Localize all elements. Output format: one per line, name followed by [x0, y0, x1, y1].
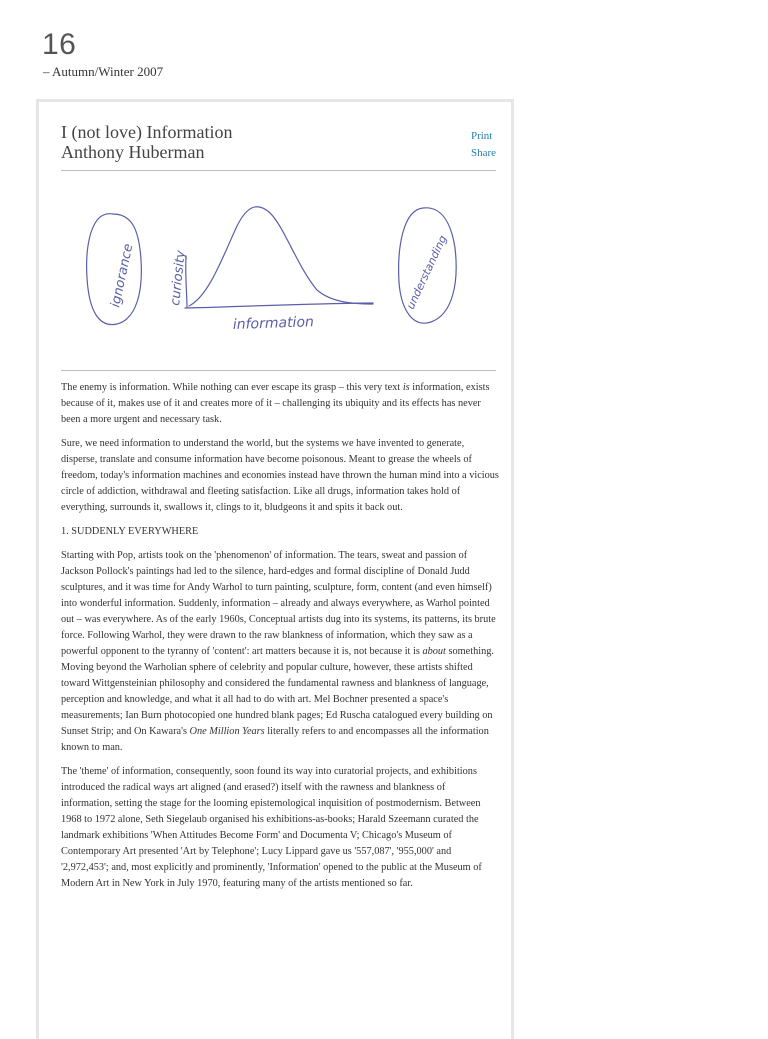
information-label: information [232, 314, 315, 333]
paragraph: The 'theme' of information, consequently, soon found its way into curatorial projects, and exhibitions introduced the radical ways art aligned (and erased?) itself with the rawness and blankness of information, setting the stage for the looming epistemological inquisition of postmodernism. Between 1968 to 1972 alone, Seth Siegelaub organised his exhibitions-as-books; Harald Szeemann curated the landmark exhibitions 'When Attitudes Become Form' and Documenta V; Chicago's Museum of Contemporary Art presented 'Art by Telephone'; Lucy Lippard gave us '557,087', '955,000' and '2,972,453'; and, most explicitly and prominently, 'Information' opened to the public at the Museum of Modern Art in New York in July 1970, featuring many of the artists mentioned so far. [61, 766, 482, 889]
article-card [36, 99, 514, 1039]
issue-season: – Autumn/Winter 2007 [43, 64, 164, 79]
print-link[interactable]: Print [470, 130, 493, 142]
understanding-label: understanding [403, 233, 450, 312]
issue-number: 16 [42, 28, 77, 61]
x-axis [185, 303, 373, 308]
curiosity-label: curiosity [168, 249, 189, 307]
paragraph: Starting with Pop, artists took on the 'phenomenon' of information. The tears, sweat and passion of Jackson Pollock's paintings had led to the silence, hard-edges and formal discipline of Donald Judd sculptures, and it was time for Andy Warhol to turn painting, sculpture, form, content (and even himself) into wonderful information. Suddenly, information – already and always everywhere, as Warhol pointed out – was everywhere. As of the early 1960s, Conceptual artists dug into its systems, its patterns, its brute force. Following Warhol, they were drawn to the raw blankness of information, which they saw as a powerful opponent to the tyranny of 'content': art matters because it is, not because it is about something. Moving beyond the Warholian sphere of celebrity and popular culture, however, these artists shifted toward Wittgensteinian philosophy and considered the fundamental rawness and blankness of language, perception and knowledge, and what it all had to do with art. Mel Bochner presented a space's measurements; Ian Burn photocopied one hundred blank pages; Ed Ruscha catalogued every building on Sunset Strip; and On Kawara's One Million Years literally refers to and encompasses all the information known to man. [61, 550, 496, 753]
section-heading: 1. SUDDENLY EVERYWHERE [61, 526, 199, 537]
bell-curve [189, 207, 373, 306]
article-header [61, 122, 496, 171]
article-actions [471, 128, 496, 162]
share-link[interactable]: Share [470, 147, 496, 159]
paragraph: Sure, we need information to understand the world, but the systems we have invented to generate, disperse, translate and consume information have become poisonous. Meant to grease the wheels of freedom, today's information machines and economies instead have thrown the human mind into a vicious circle of addiction, withdrawal and fleeting satisfaction. Like all drugs, information takes hold of everything, surrounds it, swallows it, clings to it, bludgeons it and spits it back out. [61, 438, 499, 513]
article-author: Anthony Huberman [61, 142, 205, 162]
paragraph: The enemy is information. While nothing can ever escape its grasp – this very text is information, exists because of it, makes use of it and creates more of it – challenging its ubiquity and its effects has never been a more urgent and necessary task. [61, 382, 490, 425]
article-title: I (not love) Information [61, 122, 233, 142]
ignorance-label: ignorance [108, 242, 137, 309]
article-body [61, 380, 499, 900]
hand-drawn-sketch [61, 186, 496, 371]
